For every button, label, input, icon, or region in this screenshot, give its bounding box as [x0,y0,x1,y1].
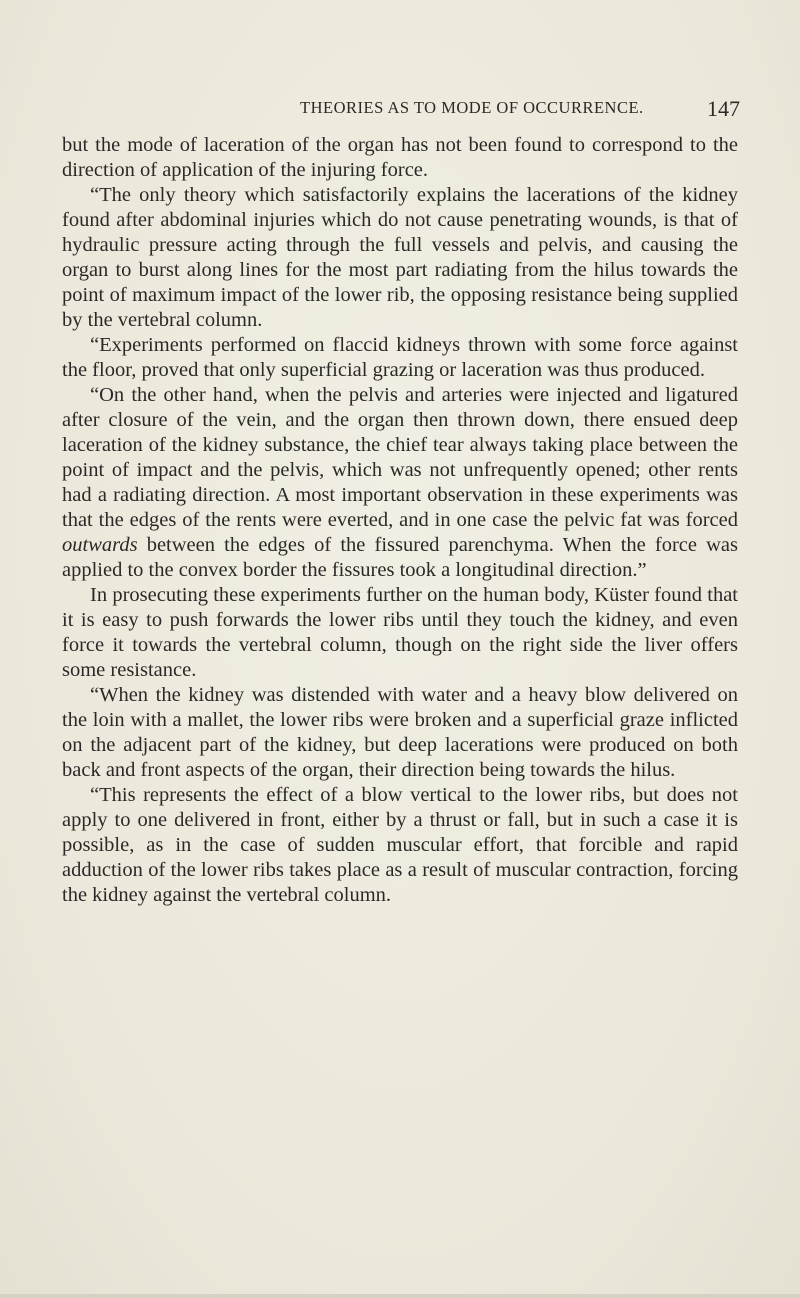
page-header [60,98,740,124]
page-bottom-edge [0,1294,800,1298]
body-text [62,133,738,908]
paragraph-kuster-experiments: In prosecuting these experiments further on the human body, Küster found that it is easy to push forwards the lower ribs until they touch the kidney, and even force it towards the vertebral column, though on the right side the liver offers some resistance. [62,584,738,681]
paragraph-flaccid-kidney-experiments: “Experiments performed on flaccid kidneys thrown with some force against the floor, proved that only superficial grazing or laceration was thus produced. [62,334,738,381]
paragraph-continuation: but the mode of laceration of the organ has not been found to correspond to the direction of application of the injuring force. [62,134,738,181]
paragraph-text-after-emphasis: between the edges of the fissured parenchyma. When the force was applied to the convex border the fissures took a longitudinal direction.” [62,534,738,581]
italic-emphasis: outwards [62,534,138,556]
paragraph-injected-kidney-experiments [62,383,738,583]
paragraph-hydraulic-theory: “The only theory which satisfactorily explains the lacerations of the kidney found after abdominal injuries which do not cause penetrating wounds, is that of hydraulic pressure acting through the full vessels and pelvis, and causing the organ to burst along lines for the most part radiating from the hilus towards the point of maximum impact of the lower rib, the opposing resistance being supplied by the vertebral column. [62,184,738,331]
paragraph-text-before-emphasis: “On the other hand, when the pelvis and arteries were injected and ligatured after closure of the vein, and the organ then thrown down, there ensued deep laceration of the kidney substance, the chief tear always taking place between the point of impact and the pelvis, which was not unfrequently opened; other rents had a radiating direction. A most important observation in these experiments was that the edges of the rents were everted, and in one case the pelvic fat was forced [62,384,738,531]
page-number: 147 [707,96,740,121]
paragraph-vertical-blow: “This represents the effect of a blow vertical to the lower ribs, but does not apply to one delivered in front, either by a thrust or fall, but in such a case it is possible, as in the case of sudden muscular effort, that forcible and rapid adduction of the lower ribs takes place as a result of muscular contraction, forcing the kidney against the vertebral column. [62,784,738,906]
running-head: THEORIES AS TO MODE OF OCCURRENCE. [300,98,644,117]
paragraph-mallet-experiment: “When the kidney was distended with water and a heavy blow delivered on the loin with a mallet, the lower ribs were broken and a superficial graze inflicted on the adjacent part of the kidney, but deep lacerations were produced on both back and front aspects of the organ, their direction being towards the hilus. [62,684,738,781]
